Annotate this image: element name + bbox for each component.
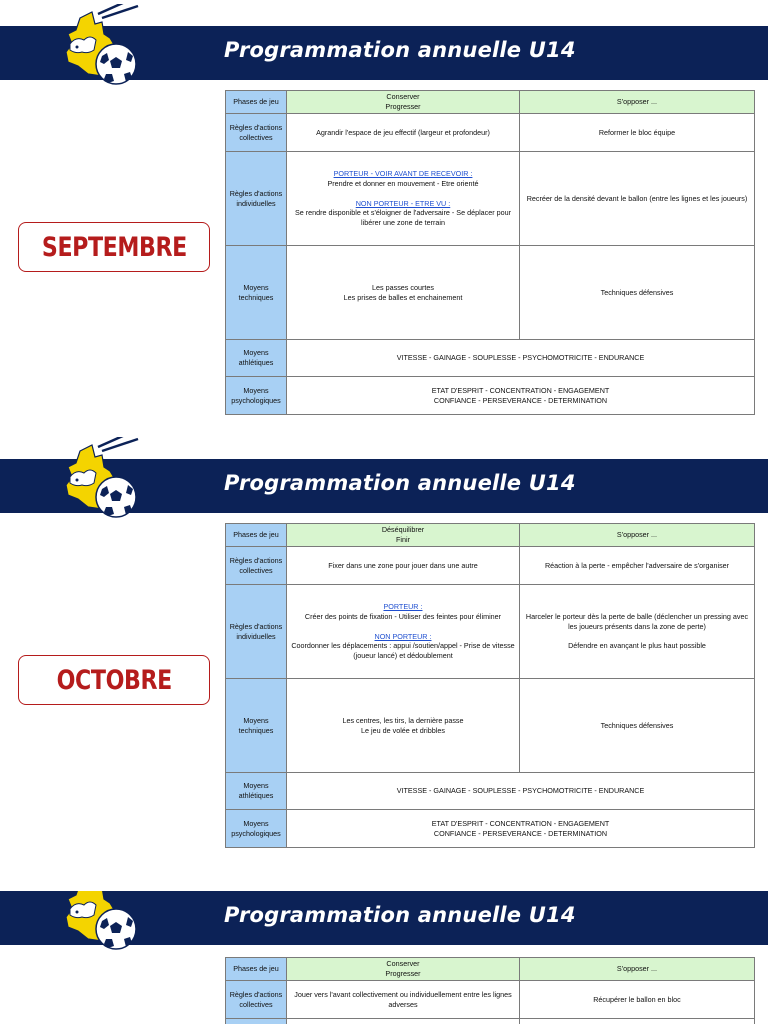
club-logo-icon [58,4,158,104]
cell [287,1019,520,1024]
cell: Harceler le porteur dès la perte de balle (déclencher un pressing avec les joueurs présents dans la zone de perte) Défendre en avançant le plus haut possible [520,585,755,679]
table-row [226,547,755,585]
month-box [18,222,210,272]
cell: Récupérer le ballon en bloc [520,981,755,1019]
cell: ETAT D'ESPRIT - CONCENTRATION - ENGAGEMENT CONFIANCE - PERSEVERANCE - DETERMINATION [287,810,755,848]
table-row [226,377,755,415]
row-label [226,1019,287,1024]
table-row [226,810,755,848]
phase-header: Phases de jeu [226,958,287,981]
row-label: Moyens psychologiques [226,377,287,415]
row-label: Règles d'actions collectives [226,114,287,152]
col1-header: Conserver Progresser [287,958,520,981]
banner-title: Programmation annuelle U14 [224,471,576,495]
cell: Réaction à la perte - empêcher l'adversaire de s'organiser [520,547,755,585]
banner-title: Programmation annuelle U14 [224,903,576,927]
subheading: PORTEUR - VOIR AVANT DE RECEVOIR : [333,168,473,178]
month-label: OCTOBRE [56,664,172,696]
table-row [226,585,755,679]
table-row [226,981,755,1019]
programme-table [225,523,755,848]
section-october [0,459,768,859]
cell [520,1019,755,1024]
club-logo-icon [58,437,158,537]
row-label: Règles d'actions individuelles [226,585,287,679]
cell: Les centres, les tirs, la dernière passe Le jeu de volée et dribbles [287,679,520,773]
cell: Techniques défensives [520,679,755,773]
table-row [226,246,755,340]
programme-table [225,90,755,415]
table-header-row [226,958,755,981]
table-row [226,114,755,152]
table-row [226,1019,755,1024]
cell: Fixer dans une zone pour jouer dans une autre [287,547,520,585]
row-label: Règles d'actions individuelles [226,152,287,246]
table-header-row [226,91,755,114]
col2-header: S'opposer ... [520,958,755,981]
table-row [226,152,755,246]
subheading: PORTEUR : [383,601,423,611]
cell: Les passes courtes Les prises de balles et enchainement [287,246,520,340]
cell: Agrandir l'espace de jeu effectif (largeur et profondeur) [287,114,520,152]
cell: VITESSE - GAINAGE - SOUPLESSE - PSYCHOMOTRICITE - ENDURANCE [287,773,755,810]
col2-header: S'opposer ... [520,524,755,547]
col1-header: Déséquilibrer Finir [287,524,520,547]
month-box [18,655,210,705]
cell: Recréer de la densité devant le ballon (entre les lignes et les joueurs) [520,152,755,246]
col1-header: Conserver Progresser [287,91,520,114]
row-label: Moyens athlétiques [226,773,287,810]
table-header-row [226,524,755,547]
cell: PORTEUR - VOIR AVANT DE RECEVOIR : Prendre et donner en mouvement - Etre orienté NON PORTEUR - ETRE VU : Se rendre disponible et s'éloigner de l'adversaire - Se déplacer pour libérer une zone de terrain [287,152,520,246]
row-label: Moyens techniques [226,679,287,773]
table-row [226,340,755,377]
cell: Reformer le bloc équipe [520,114,755,152]
subheading: NON PORTEUR : [374,631,432,641]
month-label: SEPTEMBRE [41,231,187,263]
phase-header: Phases de jeu [226,91,287,114]
section-november [0,891,768,1024]
row-label: Règles d'actions collectives [226,547,287,585]
club-logo-icon [58,891,158,969]
banner-title: Programmation annuelle U14 [224,38,576,62]
programme-table [225,957,755,1024]
col2-header: S'opposer ... [520,91,755,114]
cell: VITESSE - GAINAGE - SOUPLESSE - PSYCHOMOTRICITE - ENDURANCE [287,340,755,377]
row-label: Moyens athlétiques [226,340,287,377]
cell: Techniques défensives [520,246,755,340]
cell: PORTEUR : Créer des points de fixation - Utiliser des feintes pour éliminer NON PORTEUR : Coordonner les déplacements : appui /soutien/appel - Prise de vitesse (joueur lancé) et dédoublement [287,585,520,679]
section-september [0,26,768,426]
cell: ETAT D'ESPRIT - CONCENTRATION - ENGAGEMENT CONFIANCE - PERSEVERANCE - DETERMINATION [287,377,755,415]
row-label: Règles d'actions collectives [226,981,287,1019]
phase-header: Phases de jeu [226,524,287,547]
row-label: Moyens psychologiques [226,810,287,848]
table-row [226,679,755,773]
subheading: NON PORTEUR - ETRE VU : [355,198,451,208]
table-row [226,773,755,810]
row-label: Moyens techniques [226,246,287,340]
cell: Jouer vers l'avant collectivement ou individuellement entre les lignes adverses [287,981,520,1019]
